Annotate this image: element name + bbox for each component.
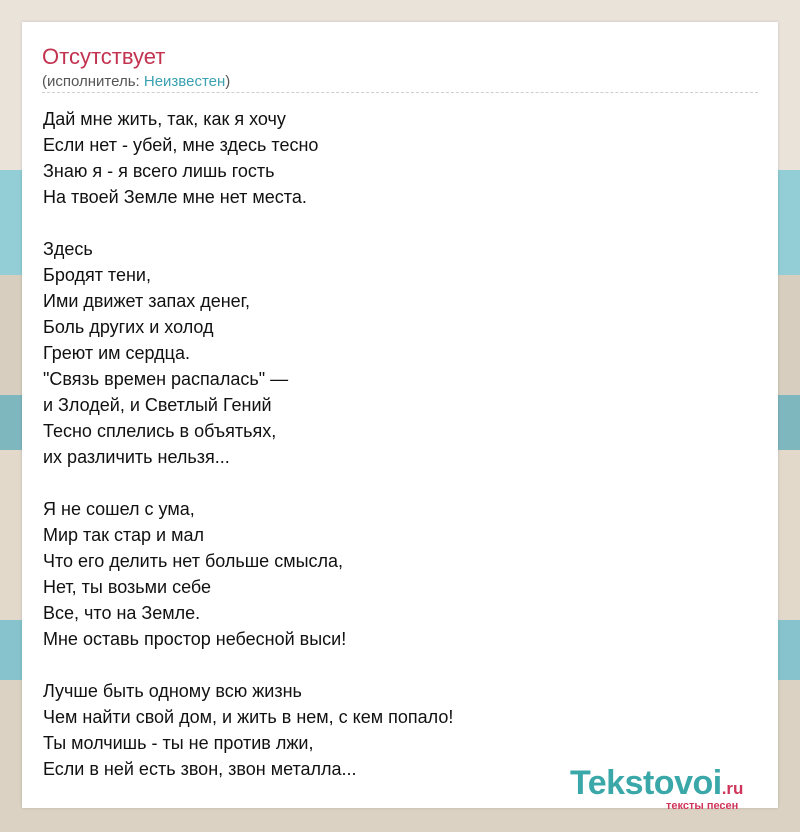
site-logo[interactable] xyxy=(570,764,744,812)
artist-prefix: (исполнитель: xyxy=(42,73,144,90)
logo-tld: .ru xyxy=(721,779,744,798)
divider xyxy=(42,92,758,93)
logo-main-text: Tekstovoi xyxy=(570,764,722,802)
artist-suffix: ) xyxy=(225,73,231,90)
logo-tagline: тексты песен xyxy=(666,800,739,812)
artist-line xyxy=(42,73,230,90)
lyrics-text: Дай мне жить, так, как я хочу Если нет - убей, мне здесь тесно Знаю я - я всего лишь гость На твоей Земле мне нет места. Здесь Бродят тени, Ими движет запах денег, Боль других и холод Греют им сердца. "Связь времен распалась" — и Злодей, и Светлый Гений Тесно сплелись в объятьях, их различить нельзя... Я не сошел с ума, Мир так стар и мал Что его делить нет больше смысла, Нет, ты возьми себе Все, что на Земле. Мне оставь простор небесной выси! Лучше быть одному всю жизнь Чем найти свой дом, и жить в нем, с кем попало! Ты молчишь - ты не против лжи, Если в ней есть звон, звон металла... xyxy=(43,109,454,779)
lyrics-card xyxy=(22,22,778,812)
song-title: Отсутствует xyxy=(42,44,166,69)
artist-link[interactable]: Неизвестен xyxy=(143,73,226,90)
